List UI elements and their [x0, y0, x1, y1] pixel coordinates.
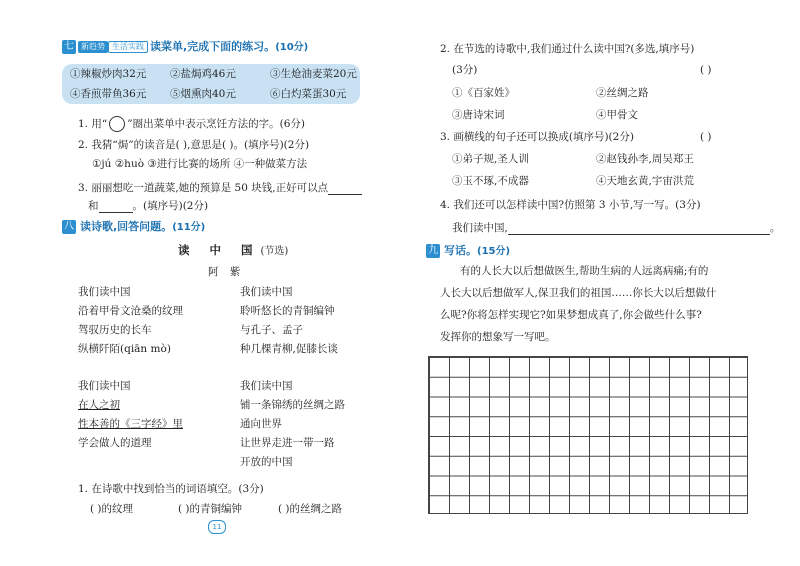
section-9-title: 写话。(15分)	[444, 244, 511, 257]
page-number: 11	[208, 520, 226, 534]
writing-prompt-line: 么呢?你将怎样实现它?如果梦想成真了,你会做些什么事?	[440, 309, 702, 321]
s8-question-2: 2. 在节选的诗歌中,我们通过什么读中国?(多选,填序号)	[440, 43, 695, 55]
poem-author: 阿 紫	[208, 266, 245, 278]
poem-line: 驾驭历史的长车	[78, 324, 152, 336]
answer-blank[interactable]	[328, 180, 362, 195]
section-8-number: 八	[64, 221, 74, 232]
s8-question-4: 4. 我们还可以怎样读中国?仿照第 3 小节,写一写。(3分)	[440, 199, 701, 211]
poem-title: 读 中 国(节选)	[178, 243, 289, 257]
s8-question-4-answer: 我们读中国, 。	[452, 222, 781, 234]
answer-blank[interactable]	[99, 198, 133, 213]
underlined-poem-line: 在人之初	[78, 399, 120, 411]
poem-line: 通向世界	[240, 418, 282, 430]
s8-question-2-score: (3分)	[452, 64, 478, 76]
poem-line: 我们读中国	[240, 286, 293, 298]
option: ④天地玄黄,宇宙洪荒	[596, 175, 694, 187]
writing-prompt-line: 有的人长大以后想做医生,帮助生病的人远离病痛;有的	[460, 265, 709, 277]
poem-line: 我们读中国	[78, 286, 131, 298]
option: ③唐诗宋词	[452, 109, 505, 121]
poem-line: 让世界走进一带一路	[240, 437, 335, 449]
menu-item: ②盐焗鸡46元	[170, 68, 236, 80]
section-7-title: 读菜单,完成下面的练习。(10分)	[150, 40, 309, 53]
writing-prompt-line: 人长大以后想做军人,保卫我们的祖国……你长大以后想做什	[440, 287, 717, 299]
option: ②赵钱孙李,周吴郑王	[596, 153, 694, 165]
poem-line: 铺一条锦绣的丝绸之路	[240, 399, 345, 411]
fill-blank[interactable]: ( )的丝绸之路	[278, 503, 343, 515]
s7-question-2-options: ①jú ②huò ③进行比赛的场所 ④一种做菜方法	[92, 158, 308, 170]
poem-line: 学会做人的道理	[78, 437, 152, 449]
writing-prompt-line: 发挥你的想象写一写吧。	[440, 331, 556, 343]
s7-question-1: 1. 用“ ”圈出菜单中表示烹饪方法的字。(6分)	[78, 118, 305, 130]
trend-tag: 新趋势	[78, 41, 108, 53]
poem-line: 开放的中国	[240, 456, 293, 468]
s8-question-3: 3. 画横线的句子还可以换成(填序号)(2分)	[440, 131, 634, 143]
section-9-number: 九	[428, 245, 438, 256]
poem-line: 种几棵青柳,促膝长谈	[240, 343, 338, 355]
menu-item: ④香煎带鱼36元	[70, 88, 147, 100]
option: ③玉不琢,不成器	[452, 175, 529, 187]
fill-blank[interactable]: ( )的纹理	[90, 503, 134, 515]
poem-line: 与孔子、孟子	[240, 324, 303, 336]
poem-line: 纵横阡陌(qiān mò)	[78, 343, 171, 355]
menu-item: ①辣椒炒肉32元	[70, 68, 147, 80]
poem-line: 我们读中国	[78, 380, 131, 392]
answer-paren[interactable]: ( )	[700, 131, 712, 143]
answer-line[interactable]	[508, 220, 770, 235]
writing-grid[interactable]	[428, 356, 748, 514]
s7-question-3: 3. 丽丽想吃一道蔬菜,她的预算是 50 块钱,正好可以点	[78, 180, 362, 195]
answer-paren[interactable]: ( )	[700, 64, 712, 76]
option: ①弟子规,圣人训	[452, 153, 529, 165]
menu-item: ③生炝油麦菜20元	[270, 68, 357, 80]
s7-question-2: 2. 我猜“焗”的读音是( ),意思是( )。(填序号)(2分)	[78, 139, 310, 151]
option: ④甲骨文	[596, 109, 638, 121]
practice-tag: 生活实践	[108, 41, 148, 53]
section-8-title: 读诗歌,回答问题。(11分)	[80, 220, 206, 233]
circle-symbol-icon	[109, 116, 125, 132]
underlined-poem-line: 性本善的《三字经》里	[78, 418, 183, 430]
section-7-number: 七	[64, 41, 74, 52]
poem-line: 我们读中国	[240, 380, 293, 392]
fill-blank[interactable]: ( )的青铜编钟	[178, 503, 243, 515]
option: ①《百家姓》	[452, 87, 515, 99]
menu-item: ⑤烟熏肉40元	[170, 88, 236, 100]
s7-question-3-cont: 和 。(填序号)(2分)	[88, 200, 209, 212]
s8-question-1: 1. 在诗歌中找到恰当的词语填空。(3分)	[78, 483, 264, 495]
poem-line: 沿着甲骨文沧桑的纹理	[78, 305, 183, 317]
option: ②丝绸之路	[596, 87, 649, 99]
poem-line: 聆听悠长的青铜编钟	[240, 305, 335, 317]
menu-item: ⑥白灼菜蛋30元	[270, 88, 347, 100]
